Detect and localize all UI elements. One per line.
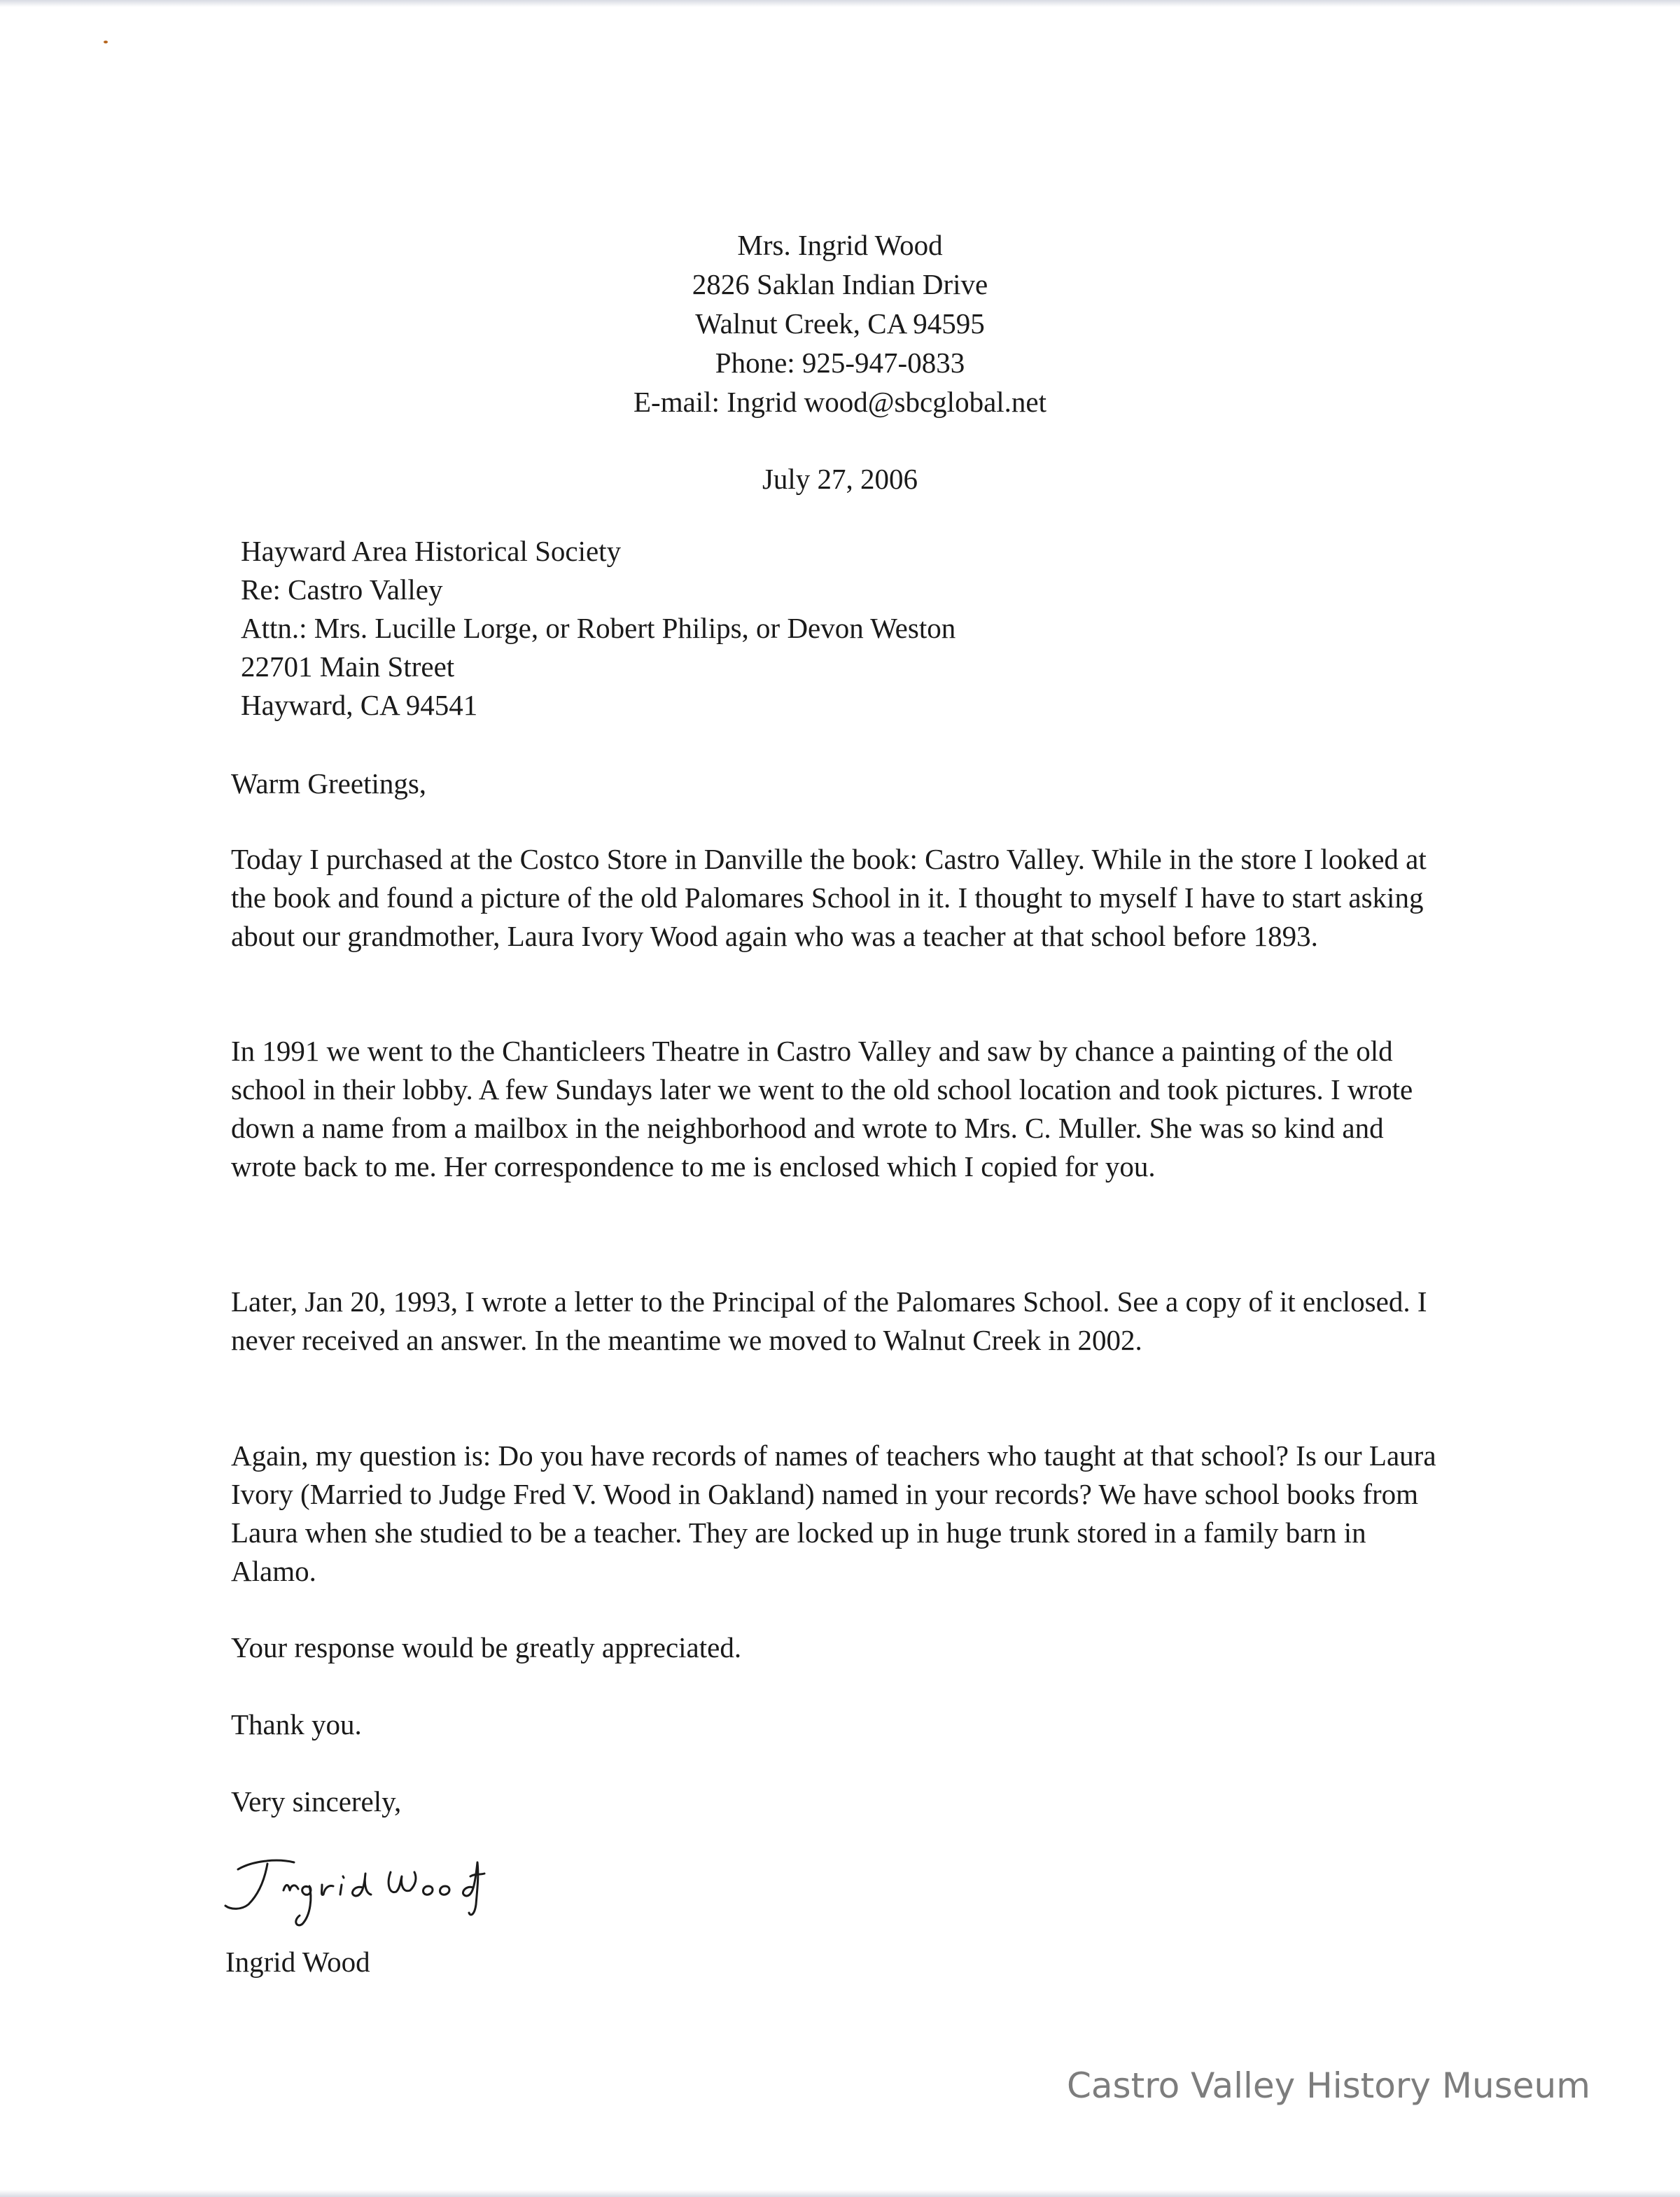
paper-speck xyxy=(104,41,108,43)
recipient-address-block xyxy=(241,532,955,725)
page-bottom-edge xyxy=(0,2190,1680,2197)
sender-city: Walnut Creek, CA 94595 xyxy=(695,307,985,340)
museum-watermark: Castro Valley History Museum xyxy=(1067,2065,1590,2106)
paragraph-text: Today I purchased at the Costco Store in Danville the book: Castro Valley. While in the store I looked at the book and found a picture of the old Palomares School in it. I thought to myself I have to start asking about our grandmother, Laura Ivory Wood again who was a teacher at that school before 1893. xyxy=(231,843,1427,952)
page-top-edge xyxy=(0,0,1680,7)
sender-address-block xyxy=(490,225,1190,421)
recipient-org: Hayward Area Historical Society xyxy=(241,535,622,567)
closing: Very sincerely, xyxy=(231,1785,402,1818)
paragraph-text: Later, Jan 20, 1993, I wrote a letter to the Principal of the Palomares School. See a copy of it enclosed. I never received an answer. In the meantime we moved to Walnut Creek in 2002. xyxy=(231,1285,1427,1356)
paragraph-text: Again, my question is: Do you have records of names of teachers who taught at that school? Is our Laura Ivory (Married to Judge Fred V. Wood in Oakland) named in your records? We have school books from Laura when she studied to be a teacher. They are locked up in huge trunk stored in a family barn in Alamo. xyxy=(231,1439,1436,1587)
sender-phone: Phone: 925-947-0833 xyxy=(715,347,965,379)
paragraph-principal-letter xyxy=(231,1283,1449,1360)
paragraph-costco xyxy=(231,840,1449,956)
signer-name: Ingrid Wood xyxy=(225,1946,370,1978)
sender-name: Mrs. Ingrid Wood xyxy=(737,229,943,261)
recipient-city: Hayward, CA 94541 xyxy=(241,689,478,721)
paragraph-chanticleers xyxy=(231,1032,1449,1186)
sender-street: 2826 Saklan Indian Drive xyxy=(692,268,988,300)
recipient-re: Re: Castro Valley xyxy=(241,573,443,606)
paragraph-thanks: Thank you. xyxy=(231,1708,362,1741)
paragraph-question xyxy=(231,1437,1449,1591)
letter-date: July 27, 2006 xyxy=(762,463,918,495)
handwritten-signature xyxy=(210,1848,546,1932)
greeting: Warm Greetings, xyxy=(231,767,427,800)
recipient-attn: Attn.: Mrs. Lucille Lorge, or Robert Philips, or Devon Weston xyxy=(241,612,956,644)
paragraph-appreciation: Your response would be greatly appreciated. xyxy=(231,1631,742,1664)
recipient-street: 22701 Main Street xyxy=(241,650,455,683)
sender-email: E-mail: Ingrid wood@sbcglobal.net xyxy=(634,386,1046,418)
paragraph-text: In 1991 we went to the Chanticleers Theatre in Castro Valley and saw by chance a painting of the old school in their lobby. A few Sundays later we went to the old school location and took pictures. I wrote down a name from a mailbox in the neighborhood and wrote to Mrs. C. Muller. She was so kind and wrote back to me. Her correspondence to me is enclosed which I copied for you. xyxy=(231,1035,1413,1183)
